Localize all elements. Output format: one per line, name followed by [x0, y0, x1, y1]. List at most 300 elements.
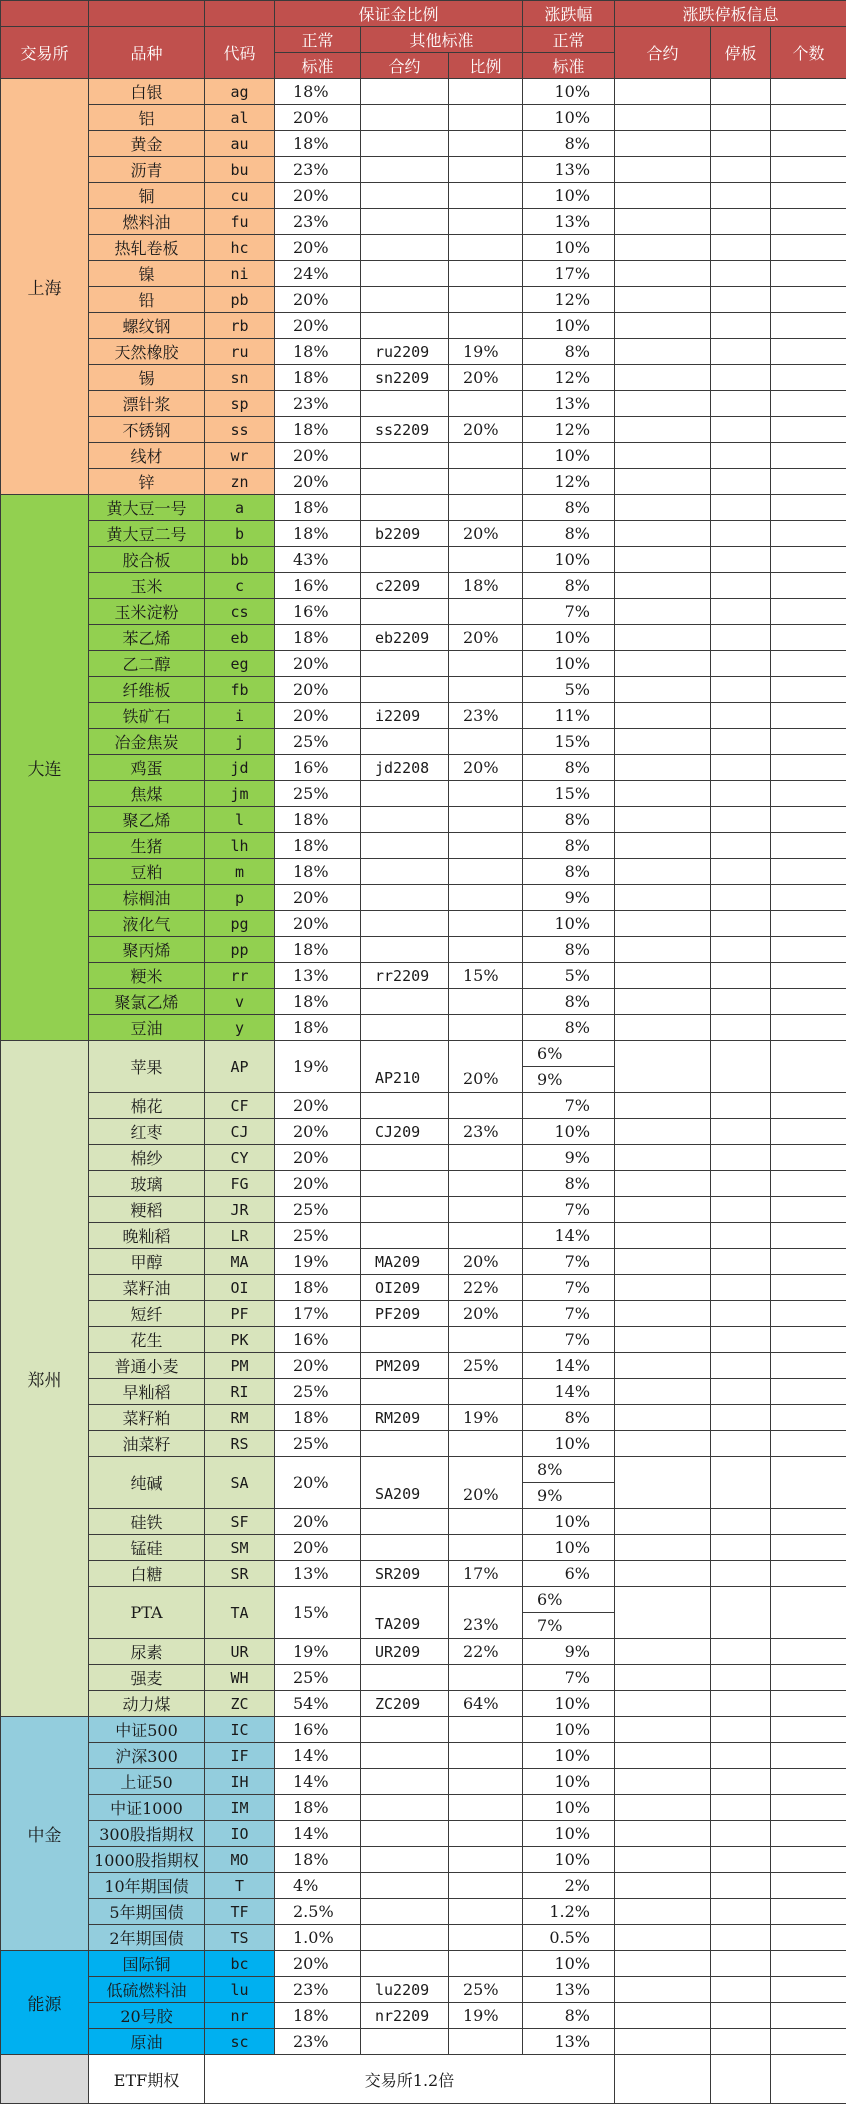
other-ratio-cell: [449, 287, 523, 313]
other-ratio-cell: 22%: [449, 1639, 523, 1665]
code-cell: JR: [205, 1197, 275, 1223]
limit-contract-cell: [615, 1639, 711, 1665]
limit-cell: 12%: [523, 287, 615, 313]
limit-count-cell: [771, 495, 846, 521]
limit-count-cell: [771, 1145, 846, 1171]
limit-board-cell: [711, 859, 771, 885]
limit-contract-cell: [615, 833, 711, 859]
limit-count-cell: [771, 989, 846, 1015]
limit-cell: 8%: [523, 755, 615, 781]
limit-cell: 5%: [523, 963, 615, 989]
table-row: [1, 859, 846, 885]
limit-board-cell: [711, 79, 771, 105]
limit-contract-cell: [615, 937, 711, 963]
limit-cell: 10%: [523, 1717, 615, 1743]
variety-cell: 焦煤: [89, 781, 205, 807]
variety-cell: 黄大豆一号: [89, 495, 205, 521]
limit-cell: 10%: [523, 1535, 615, 1561]
margin-cell: 20%: [275, 1951, 361, 1977]
limit-count-cell: [771, 1977, 846, 2003]
exchange-cell: 郑州: [1, 1041, 89, 1717]
variety-cell: 黄大豆二号: [89, 521, 205, 547]
limit-contract-cell: [615, 807, 711, 833]
limit-contract-cell: [615, 131, 711, 157]
code-cell: sp: [205, 391, 275, 417]
other-ratio-cell-top: [449, 1041, 522, 1066]
table-row: [1, 1119, 846, 1145]
other-ratio-cell: [449, 1743, 523, 1769]
code-cell: bu: [205, 157, 275, 183]
table-row: [1, 1223, 846, 1249]
limit-board-cell: [711, 1925, 771, 1951]
variety-cell: 苯乙烯: [89, 625, 205, 651]
other-ratio-cell: [449, 1587, 523, 1639]
variety-cell: 燃料油: [89, 209, 205, 235]
limit-contract-cell: [615, 677, 711, 703]
code-cell: p: [205, 885, 275, 911]
table-row: [1, 1145, 846, 1171]
code-cell: PM: [205, 1353, 275, 1379]
limit-count-cell: [771, 1717, 846, 1743]
table-row: [1, 1431, 846, 1457]
limit-contract-cell: [615, 391, 711, 417]
limit-board-cell: [711, 1275, 771, 1301]
code-cell: IM: [205, 1795, 275, 1821]
table-row: [1, 1249, 846, 1275]
other-contract-cell: PF209: [361, 1301, 449, 1327]
limit-contract-cell: [615, 1821, 711, 1847]
limit-board-cell: [711, 1509, 771, 1535]
limit-contract-cell: [615, 1093, 711, 1119]
limit-cell: [523, 1587, 615, 1639]
limit-contract-cell: [615, 885, 711, 911]
limit-contract-cell: [615, 1405, 711, 1431]
limit-contract-cell: [615, 1899, 711, 1925]
margin-cell: 16%: [275, 1717, 361, 1743]
limit-contract-cell: [615, 703, 711, 729]
limit-board-cell: [711, 391, 771, 417]
limit-count-cell: [771, 1795, 846, 1821]
footer-note-cell: 交易所1.2倍: [205, 2055, 615, 2104]
limit-board-cell: [711, 209, 771, 235]
limit-contract-cell: [615, 729, 711, 755]
code-cell: b: [205, 521, 275, 547]
limit-cell-bottom: 9%: [537, 1486, 563, 1505]
limit-cell-top: 8%: [523, 1457, 614, 1483]
limit-count-cell: [771, 781, 846, 807]
header-blank-variety: [89, 1, 205, 27]
margin-cell: 20%: [275, 1353, 361, 1379]
footer-row: [1, 2055, 846, 2104]
other-ratio-cell: [449, 1821, 523, 1847]
other-contract-cell-bottom: AP210: [375, 1069, 421, 1087]
other-ratio-cell: [449, 1327, 523, 1353]
limit-count-cell: [771, 1769, 846, 1795]
other-ratio-cell: [449, 547, 523, 573]
limit-count-cell: [771, 885, 846, 911]
table-row: [1, 209, 846, 235]
limit-contract-cell: [615, 1223, 711, 1249]
margin-cell: 18%: [275, 1795, 361, 1821]
limit-board-cell: [711, 105, 771, 131]
variety-cell: 红枣: [89, 1119, 205, 1145]
table-row: [1, 2029, 846, 2055]
header-margin-standard: 标准: [275, 53, 361, 79]
margin-cell: 20%: [275, 287, 361, 313]
table-row: [1, 885, 846, 911]
variety-cell: 沥青: [89, 157, 205, 183]
table-row: [1, 365, 846, 391]
limit-contract-cell: [615, 1457, 711, 1509]
other-ratio-cell: 20%: [449, 625, 523, 651]
other-contract-cell: [361, 131, 449, 157]
limit-contract-cell: [615, 1873, 711, 1899]
other-contract-cell: [361, 781, 449, 807]
limit-count-cell: [771, 599, 846, 625]
variety-cell: PTA: [89, 1587, 205, 1639]
limit-contract-cell: [615, 1171, 711, 1197]
table-row: [1, 1379, 846, 1405]
table-row: [1, 1665, 846, 1691]
margin-cell: 19%: [275, 1639, 361, 1665]
margin-cell: 25%: [275, 1665, 361, 1691]
variety-cell: 液化气: [89, 911, 205, 937]
variety-cell: 普通小麦: [89, 1353, 205, 1379]
table-row: [1, 1535, 846, 1561]
limit-contract-cell: [615, 1301, 711, 1327]
limit-contract-cell: [615, 365, 711, 391]
other-ratio-cell: [449, 833, 523, 859]
table-row: [1, 989, 846, 1015]
limit-board-cell: [711, 651, 771, 677]
limit-count-cell: [771, 547, 846, 573]
limit-cell: 8%: [523, 2003, 615, 2029]
table-row: [1, 1327, 846, 1353]
margin-cell: 16%: [275, 1327, 361, 1353]
limit-cell: 10%: [523, 1795, 615, 1821]
header-limit-range: 涨跌幅: [523, 1, 615, 27]
other-contract-cell: [361, 1197, 449, 1223]
limit-board-cell: [711, 521, 771, 547]
margin-cell: 20%: [275, 703, 361, 729]
exchange-cell: 上海: [1, 79, 89, 495]
other-contract-cell: [361, 1587, 449, 1639]
variety-cell: 棕榈油: [89, 885, 205, 911]
code-cell: bc: [205, 1951, 275, 1977]
other-ratio-cell: 20%: [449, 521, 523, 547]
limit-cell: 11%: [523, 703, 615, 729]
variety-cell: 沪深300: [89, 1743, 205, 1769]
other-ratio-cell: [449, 495, 523, 521]
other-contract-cell: [361, 79, 449, 105]
header-other-ratio: 比例: [449, 53, 523, 79]
other-contract-cell: [361, 1743, 449, 1769]
variety-cell: 铜: [89, 183, 205, 209]
limit-contract-cell: [615, 2003, 711, 2029]
other-contract-cell: [361, 1171, 449, 1197]
table-row: [1, 417, 846, 443]
limit-board-cell: [711, 365, 771, 391]
header-other-standard: 其他标准: [361, 27, 523, 53]
margin-cell: 20%: [275, 183, 361, 209]
variety-cell: 不锈钢: [89, 417, 205, 443]
table-row: [1, 1925, 846, 1951]
limit-cell: 15%: [523, 729, 615, 755]
code-cell: CJ: [205, 1119, 275, 1145]
limit-cell: 14%: [523, 1223, 615, 1249]
code-cell: y: [205, 1015, 275, 1041]
limit-contract-cell: [615, 1197, 711, 1223]
limit-contract-cell: [615, 651, 711, 677]
variety-cell: 鸡蛋: [89, 755, 205, 781]
other-contract-cell: eb2209: [361, 625, 449, 651]
code-cell: v: [205, 989, 275, 1015]
limit-cell: 13%: [523, 209, 615, 235]
variety-cell: 菜籽油: [89, 1275, 205, 1301]
limit-count-cell: [771, 443, 846, 469]
header-limit-info: 涨跌停板信息: [615, 1, 846, 27]
other-ratio-cell: [449, 1015, 523, 1041]
other-contract-cell: MA209: [361, 1249, 449, 1275]
limit-count-cell: [771, 2003, 846, 2029]
limit-cell: 10%: [523, 1951, 615, 1977]
other-ratio-cell: [449, 1145, 523, 1171]
code-cell: FG: [205, 1171, 275, 1197]
limit-count-cell: [771, 1847, 846, 1873]
table-row: [1, 729, 846, 755]
limit-board-cell: [711, 833, 771, 859]
limit-board-cell: [711, 729, 771, 755]
header-other-contract: 合约: [361, 53, 449, 79]
other-contract-cell: [361, 807, 449, 833]
limit-count-cell: [771, 105, 846, 131]
other-ratio-cell: 20%: [449, 1301, 523, 1327]
footer-limit-board-cell: [711, 2055, 771, 2104]
limit-count-cell: [771, 1899, 846, 1925]
table-row: [1, 235, 846, 261]
other-contract-cell: [361, 157, 449, 183]
limit-board-cell: [711, 1249, 771, 1275]
variety-cell: 锌: [89, 469, 205, 495]
other-ratio-cell: [449, 313, 523, 339]
limit-contract-cell: [615, 1275, 711, 1301]
other-ratio-cell: 20%: [449, 417, 523, 443]
code-cell: UR: [205, 1639, 275, 1665]
limit-count-cell: [771, 1015, 846, 1041]
limit-cell: 12%: [523, 417, 615, 443]
limit-count-cell: [771, 1275, 846, 1301]
other-ratio-cell: [449, 1093, 523, 1119]
other-contract-cell: [361, 1951, 449, 1977]
variety-cell: 锡: [89, 365, 205, 391]
other-contract-cell: [361, 1379, 449, 1405]
code-cell: bb: [205, 547, 275, 573]
limit-count-cell: [771, 1665, 846, 1691]
table-row: [1, 547, 846, 573]
limit-count-cell: [771, 911, 846, 937]
other-ratio-cell: [449, 1873, 523, 1899]
variety-cell: 镍: [89, 261, 205, 287]
limit-board-cell: [711, 547, 771, 573]
limit-contract-cell: [615, 547, 711, 573]
code-cell: SA: [205, 1457, 275, 1509]
code-cell: ZC: [205, 1691, 275, 1717]
other-contract-cell: [361, 859, 449, 885]
limit-contract-cell: [615, 1509, 711, 1535]
other-ratio-cell: 20%: [449, 1249, 523, 1275]
limit-count-cell: [771, 1353, 846, 1379]
other-ratio-cell: 19%: [449, 2003, 523, 2029]
limit-board-cell: [711, 1457, 771, 1509]
limit-board-cell: [711, 1171, 771, 1197]
other-ratio-cell-bottom: 23%: [463, 1615, 499, 1634]
limit-cell: 10%: [523, 443, 615, 469]
limit-board-cell: [711, 1015, 771, 1041]
limit-count-cell: [771, 755, 846, 781]
other-ratio-cell: [449, 1951, 523, 1977]
other-contract-cell: i2209: [361, 703, 449, 729]
table-row: [1, 1769, 846, 1795]
other-ratio-cell-bottom: 20%: [463, 1485, 499, 1504]
limit-count-cell: [771, 859, 846, 885]
limit-cell: 7%: [523, 1093, 615, 1119]
code-cell: AP: [205, 1041, 275, 1093]
other-contract-cell: RM209: [361, 1405, 449, 1431]
variety-cell: 冶金焦炭: [89, 729, 205, 755]
header-limit-normal: 正常: [523, 27, 615, 53]
limit-cell: 5%: [523, 677, 615, 703]
code-cell: zn: [205, 469, 275, 495]
other-contract-cell: [361, 1795, 449, 1821]
other-contract-cell: SR209: [361, 1561, 449, 1587]
limit-board-cell: [711, 2029, 771, 2055]
code-cell: PF: [205, 1301, 275, 1327]
limit-contract-cell: [615, 1015, 711, 1041]
margin-cell: 16%: [275, 755, 361, 781]
limit-cell: 7%: [523, 599, 615, 625]
code-cell: pg: [205, 911, 275, 937]
code-cell: RM: [205, 1405, 275, 1431]
other-contract-cell: [361, 729, 449, 755]
limit-board-cell: [711, 1717, 771, 1743]
limit-count-cell: [771, 1821, 846, 1847]
other-contract-cell: [361, 1431, 449, 1457]
limit-board-cell: [711, 261, 771, 287]
variety-cell: 螺纹钢: [89, 313, 205, 339]
other-ratio-cell: [449, 1925, 523, 1951]
limit-cell: 12%: [523, 469, 615, 495]
other-contract-cell: [361, 1015, 449, 1041]
limit-cell: 14%: [523, 1379, 615, 1405]
limit-board-cell: [711, 1353, 771, 1379]
limit-count-cell: [771, 807, 846, 833]
other-ratio-cell: [449, 1171, 523, 1197]
other-contract-cell: [361, 235, 449, 261]
code-cell: RS: [205, 1431, 275, 1457]
limit-contract-cell: [615, 287, 711, 313]
limit-cell: 10%: [523, 1691, 615, 1717]
margin-cell: 23%: [275, 2029, 361, 2055]
limit-contract-cell: [615, 1041, 711, 1093]
limit-board-cell: [711, 1795, 771, 1821]
limit-board-cell: [711, 1743, 771, 1769]
limit-cell: 9%: [523, 1639, 615, 1665]
margin-cell: 23%: [275, 1977, 361, 2003]
other-contract-cell: ru2209: [361, 339, 449, 365]
margin-cell: 20%: [275, 469, 361, 495]
variety-cell: 20号胶: [89, 2003, 205, 2029]
other-contract-cell: [361, 105, 449, 131]
limit-board-cell: [711, 1119, 771, 1145]
table-row: [1, 157, 846, 183]
limit-count-cell: [771, 1743, 846, 1769]
other-ratio-cell: [449, 79, 523, 105]
limit-contract-cell: [615, 599, 711, 625]
code-cell: nr: [205, 2003, 275, 2029]
margin-cell: 14%: [275, 1769, 361, 1795]
limit-contract-cell: [615, 781, 711, 807]
limit-count-cell: [771, 339, 846, 365]
variety-cell: 纤维板: [89, 677, 205, 703]
table-row: [1, 1899, 846, 1925]
code-cell: i: [205, 703, 275, 729]
variety-cell: 胶合板: [89, 547, 205, 573]
margin-cell: 20%: [275, 443, 361, 469]
limit-cell: 8%: [523, 131, 615, 157]
limit-cell: 0.5%: [523, 1925, 615, 1951]
other-ratio-cell: [449, 989, 523, 1015]
table-row: [1, 781, 846, 807]
limit-board-cell: [711, 963, 771, 989]
code-cell: jm: [205, 781, 275, 807]
variety-cell: 早籼稻: [89, 1379, 205, 1405]
other-ratio-cell-top: [449, 1587, 522, 1612]
limit-board-cell: [711, 235, 771, 261]
margin-cell: 25%: [275, 1223, 361, 1249]
variety-cell: 5年期国债: [89, 1899, 205, 1925]
limit-cell-bottom: 9%: [537, 1070, 563, 1089]
code-cell: a: [205, 495, 275, 521]
variety-cell: 中证1000: [89, 1795, 205, 1821]
code-cell: lu: [205, 1977, 275, 2003]
limit-cell: 10%: [523, 911, 615, 937]
table-row: [1, 1951, 846, 1977]
variety-cell: 上证50: [89, 1769, 205, 1795]
other-contract-cell: [361, 1665, 449, 1691]
limit-cell: 8%: [523, 339, 615, 365]
variety-cell: 玉米淀粉: [89, 599, 205, 625]
limit-board-cell: [711, 937, 771, 963]
other-contract-cell: lu2209: [361, 1977, 449, 2003]
limit-board-cell: [711, 1587, 771, 1639]
limit-contract-cell: [615, 1249, 711, 1275]
code-cell: SM: [205, 1535, 275, 1561]
table-row: [1, 1717, 846, 1743]
code-cell: CF: [205, 1093, 275, 1119]
code-cell: IF: [205, 1743, 275, 1769]
limit-contract-cell: [615, 1431, 711, 1457]
table-row: [1, 131, 846, 157]
margin-cell: 16%: [275, 573, 361, 599]
code-cell: eb: [205, 625, 275, 651]
limit-count-cell: [771, 131, 846, 157]
code-cell: cs: [205, 599, 275, 625]
margin-cell: 13%: [275, 963, 361, 989]
table-row: [1, 1301, 846, 1327]
margin-cell: 25%: [275, 781, 361, 807]
variety-cell: 10年期国债: [89, 1873, 205, 1899]
limit-cell: 2%: [523, 1873, 615, 1899]
